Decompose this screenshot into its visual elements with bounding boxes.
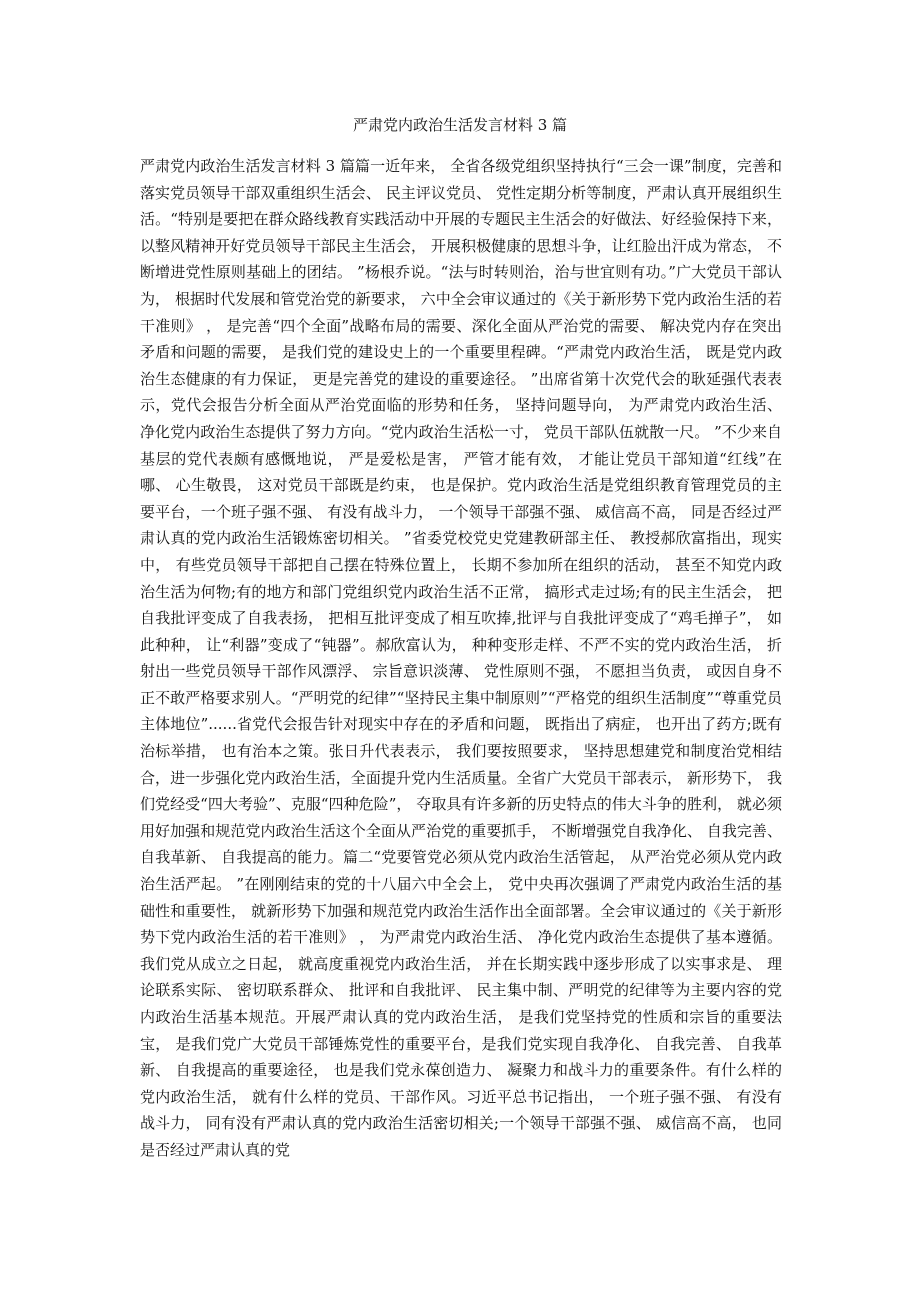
document-body-text: 严肃党内政治生活发言材料 3 篇篇一近年来， 全省各级党组织坚持执行“三会一课”制度，完善和落实党员领导干部双重组织生活会、 民主评议党员、 党性定期分析等制度，严肃认真开展组织生活。“特别是要把在群众路线教育实践活动中开展的专题民主生活会的好做法、好经验保持下来， 以整风精神开好党员领导干部民主生活会， 开展积极健康的思想斗争，让红脸出汗成为常态， 不断增进党性原则基础上的团结。 ”杨根乔说。“法与时转则治，治与世宜则有功。”广大党员干部认为， 根据时代发展和管党治党的新要求， 六中全会审议通过的《关于新形势下党内政治生活的若干准则》 ， 是完善“四个全面”战略布局的需要、深化全面从严治党的需要、 解决党内存在突出矛盾和问题的需要， 是我们党的建设史上的一个重要里程碑。“严肃党内政治生活， 既是党内政治生态健康的有力保证， 更是完善党的建设的重要途径。 ”出席省第十次党代会的耿延强代表表示，党代会报告分析全面从严治党面临的形势和任务， 坚持问题导向， 为严肃党内政治生活、 净化党内政治生态提供了努力方向。“党内政治生活松一寸， 党员干部队伍就散一尺。 ”不少来自基层的党代表颇有感慨地说， 严是爱松是害， 严管才能有效， 才能让党员干部知道“红线”在哪、 心生敬畏， 这对党员干部既是约束， 也是保护。党内政治生活是党组织教育管理党员的主要平台，一个班子强不强、 有没有战斗力， 一个领导干部强不强、 威信高不高， 同是否经过严肃认真的党内政治生活锻炼密切相关。 ”省委党校党史党建教研部主任、 教授郝欣富指出，现实中， 有些党员领导干部把自己摆在特殊位置上， 长期不参加所在组织的活动， 甚至不知党内政治生活为何物;有的地方和部门党组织党内政治生活不正常， 搞形式走过场;有的民主生活会， 把自我批评变成了自我表扬， 把相互批评变成了相互吹捧,批评与自我批评变成了“鸡毛掸子”， 如此种种， 让“利器”变成了“钝器”。郝欣富认为， 种种变形走样、不严不实的党内政治生活， 折射出一些党员领导干部作风漂浮、 宗旨意识淡薄、 党性原则不强， 不愿担当负责， 或因自身不正不敢严格要求别人。“严明党的纪律”“坚持民主集中制原则”“严格党的组织生活制度”“尊重党员主体地位”......省党代会报告针对现实中存在的矛盾和问题， 既指出了病症， 也开出了药方;既有治标举措， 也有治本之策。张日升代表表示， 我们要按照要求， 坚持思想建党和制度治党相结合，进一步强化党内政治生活，全面提升党内生活质量。全省广大党员干部表示， 新形势下， 我们党经受“四大考验”、克服“四种危险”， 夺取具有许多新的历史特点的伟大斗争的胜利， 就必须用好加强和规范党内政治生活这个全面从严治党的重要抓手， 不断增强党自我净化、 自我完善、 自我革新、 自我提高的能力。篇二“党要管党必须从党内政治生活管起， 从严治党必须从党内政治生活严起。 ”在刚刚结束的党的十八届六中全会上， 党中央再次强调了严肃党内政治生活的基础性和重要性， 就新形势下加强和规范党内政治生活作出全面部署。全会审议通过的《关于新形势下党内政治生活的若干准则》 ， 为严肃党内政治生活、 净化党内政治生态提供了基本遵循。我们党从成立之日起， 就高度重视党内政治生活， 并在长期实践中逐步形成了以实事求是、 理论联系实际、 密切联系群众、 批评和自我批评、 民主集中制、严明党的纪律等为主要内容的党内政治生活基本规范。开展严肃认真的党内政治生活， 是我们党坚持党的性质和宗旨的重要法宝， 是我们党广大党员干部锤炼党性的重要平台，是我们党实现自我净化、 自我完善、 自我革新、 自我提高的重要途径， 也是我们党永葆创造力、 凝聚力和战斗力的重要条件。有什么样的党内政治生活， 就有什么样的党员、干部作风。习近平总书记指出， 一个班子强不强、 有没有战斗力， 同有没有严肃认真的党内政治生活密切相关;一个领导干部强不强、 威信高不高， 也同是否经过严肃认真的党 xyxy=(140,157,782,1159)
document-title: 严肃党内政治生活发言材料 3 篇 xyxy=(352,116,568,134)
